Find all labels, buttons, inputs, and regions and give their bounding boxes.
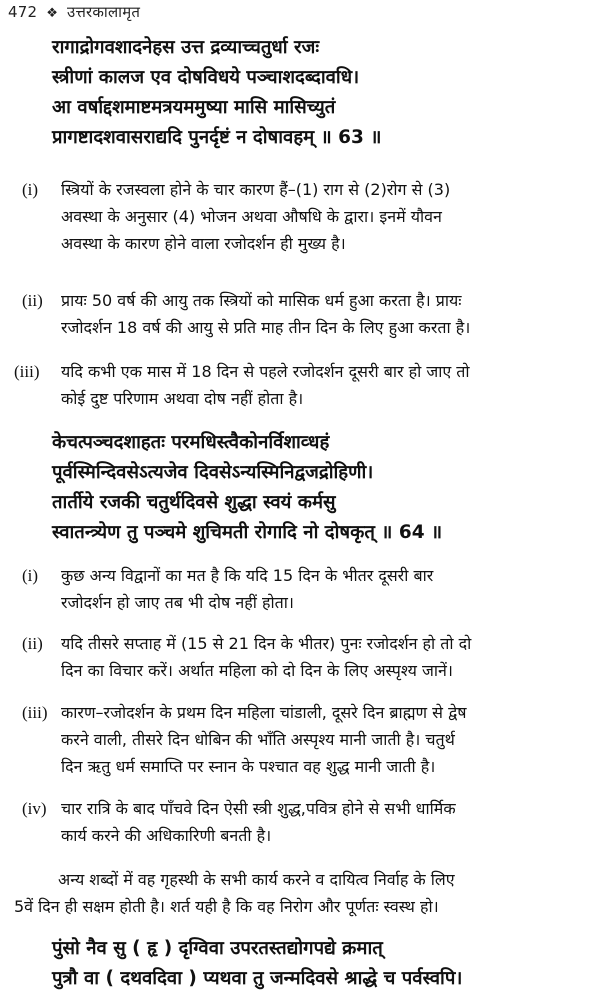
verse-line: तार्तीये रजकी चतुर्थदिवसे शुद्धा स्वयं कर्मसु	[52, 492, 336, 513]
item-line: दिन का विचार करें। अर्थात महिला को दो दिन के लिए अस्पृश्य जानें।	[61, 661, 453, 680]
verse-line: रागाद्रोगवशादनेहस उत्त द्रव्याच्चतुर्धा रजः	[52, 37, 320, 58]
item-line: रजोदर्शन 18 वर्ष की आयु से प्रति माह तीन दिन के लिए हुआ करता है।	[61, 318, 471, 337]
verse-line: स्त्रीणां कालज एव दोषविधये पञ्चाशदब्दावधि।	[52, 67, 360, 88]
item-line: स्त्रियों के रजस्वला होने के चार कारण हैं–(1) राग से (2)रोग से (3)	[61, 180, 451, 199]
item-line: दिन ऋतु धर्म समाप्ति पर स्नान के पश्चात वह शुद्ध मानी जाती है।	[61, 757, 436, 776]
verse-63	[52, 33, 597, 153]
item-line: यदि कभी एक मास में 18 दिन से पहले रजोदर्शन दूसरी बार हो जाए तो	[61, 362, 470, 381]
item-line: रजोदर्शन हो जाए तब भी दोष नहीं होता।	[61, 593, 294, 612]
verse-line: स्वातन्त्र्येण तु पञ्चमे शुचिमती रोगादि नो दोषकृत् ॥ 64 ॥	[52, 522, 443, 543]
body-paragraph	[14, 866, 592, 920]
item-number: (iv)	[22, 799, 47, 818]
verse-line: आ वर्षाद्दशमाष्टमत्रयममुष्या मासि मासिच्युतं	[52, 97, 336, 118]
verse-64	[52, 428, 597, 548]
item-line: अवस्था के कारण होने वाला रजोदर्शन ही मुख्य है।	[61, 234, 346, 253]
item-line: चार रात्रि के बाद पाँचवे दिन ऐसी स्त्री शुद्ध,पवित्र होने से सभी धार्मिक	[61, 799, 456, 818]
verse-line: केचत्पञ्चदशाहतः परमधिस्त्वैकोनर्विशाव्धहं	[52, 432, 330, 453]
item-line: कारण–रजोदर्शन के प्रथम दिन महिला चांडाली, दूसरे दिन ब्राह्मण से द्वेष	[61, 703, 467, 722]
item-line: कुछ अन्य विद्वानों का मत है कि यदि 15 दिन के भीतर दूसरी बार	[61, 566, 434, 585]
verse-line: पुत्रौ वा ( दथवदिवा ) प्यथवा तु जन्मदिवसे श्राद्धे च पर्वस्वपि।	[52, 968, 463, 989]
item-line: प्रायः 50 वर्ष की आयु तक स्त्रियों को मासिक धर्म हुआ करता है। प्रायः	[61, 291, 462, 310]
ornament-icon: ❖	[46, 6, 59, 21]
verse-line: पूर्वस्मिन्दिवसेऽत्यजेव दिवसेऽन्यस्मिनिद्वजद्रोहिणी।	[52, 462, 374, 483]
item-number: (ii)	[22, 291, 43, 310]
item-number: (i)	[22, 566, 39, 585]
item-line: कार्य करने की अधिकारिणी बनती है।	[61, 826, 272, 845]
item-line: करने वाली, तीसरे दिन धोबिन की भाँति अस्पृश्य मानी जाती है। चतुर्थ	[61, 730, 455, 749]
verse-line: प्रागष्टादशवासराद्यदि पुनर्दृष्टं न दोषावहम् ॥ 63 ॥	[52, 127, 382, 148]
item-line: यदि तीसरे सप्ताह में (15 से 21 दिन के भीतर) पुनः रजोदर्शन हो तो दो	[61, 634, 472, 653]
page-number: 472	[8, 3, 38, 21]
paragraph-line: 5वें दिन ही सक्षम होती है। शर्त यही है कि वह निरोग और पूर्णतः स्वस्थ हो।	[14, 897, 439, 916]
item-number: (iii)	[22, 703, 48, 722]
running-head	[8, 2, 140, 22]
verse-line: पुंसो नैव सु ( हृ ) दृग्विवा उपरतस्तद्योगपद्ये क्रमात्	[52, 938, 383, 959]
item-line: कोई दुष्ट परिणाम अथवा दोष नहीं होता है।	[61, 389, 304, 408]
item-line: अवस्था के अनुसार (4) भोजन अथवा औषधि के द्वारा। इनमें यौवन	[61, 207, 442, 226]
paragraph-line: अन्य शब्दों में वह गृहस्थी के सभी कार्य करने व दायित्व निर्वाह के लिए	[58, 870, 455, 889]
book-title: उत्तरकालामृत	[67, 3, 141, 21]
item-number: (iii)	[14, 362, 40, 381]
item-number: (i)	[22, 180, 39, 199]
item-number: (ii)	[22, 634, 43, 653]
verse-65-partial	[52, 934, 597, 994]
